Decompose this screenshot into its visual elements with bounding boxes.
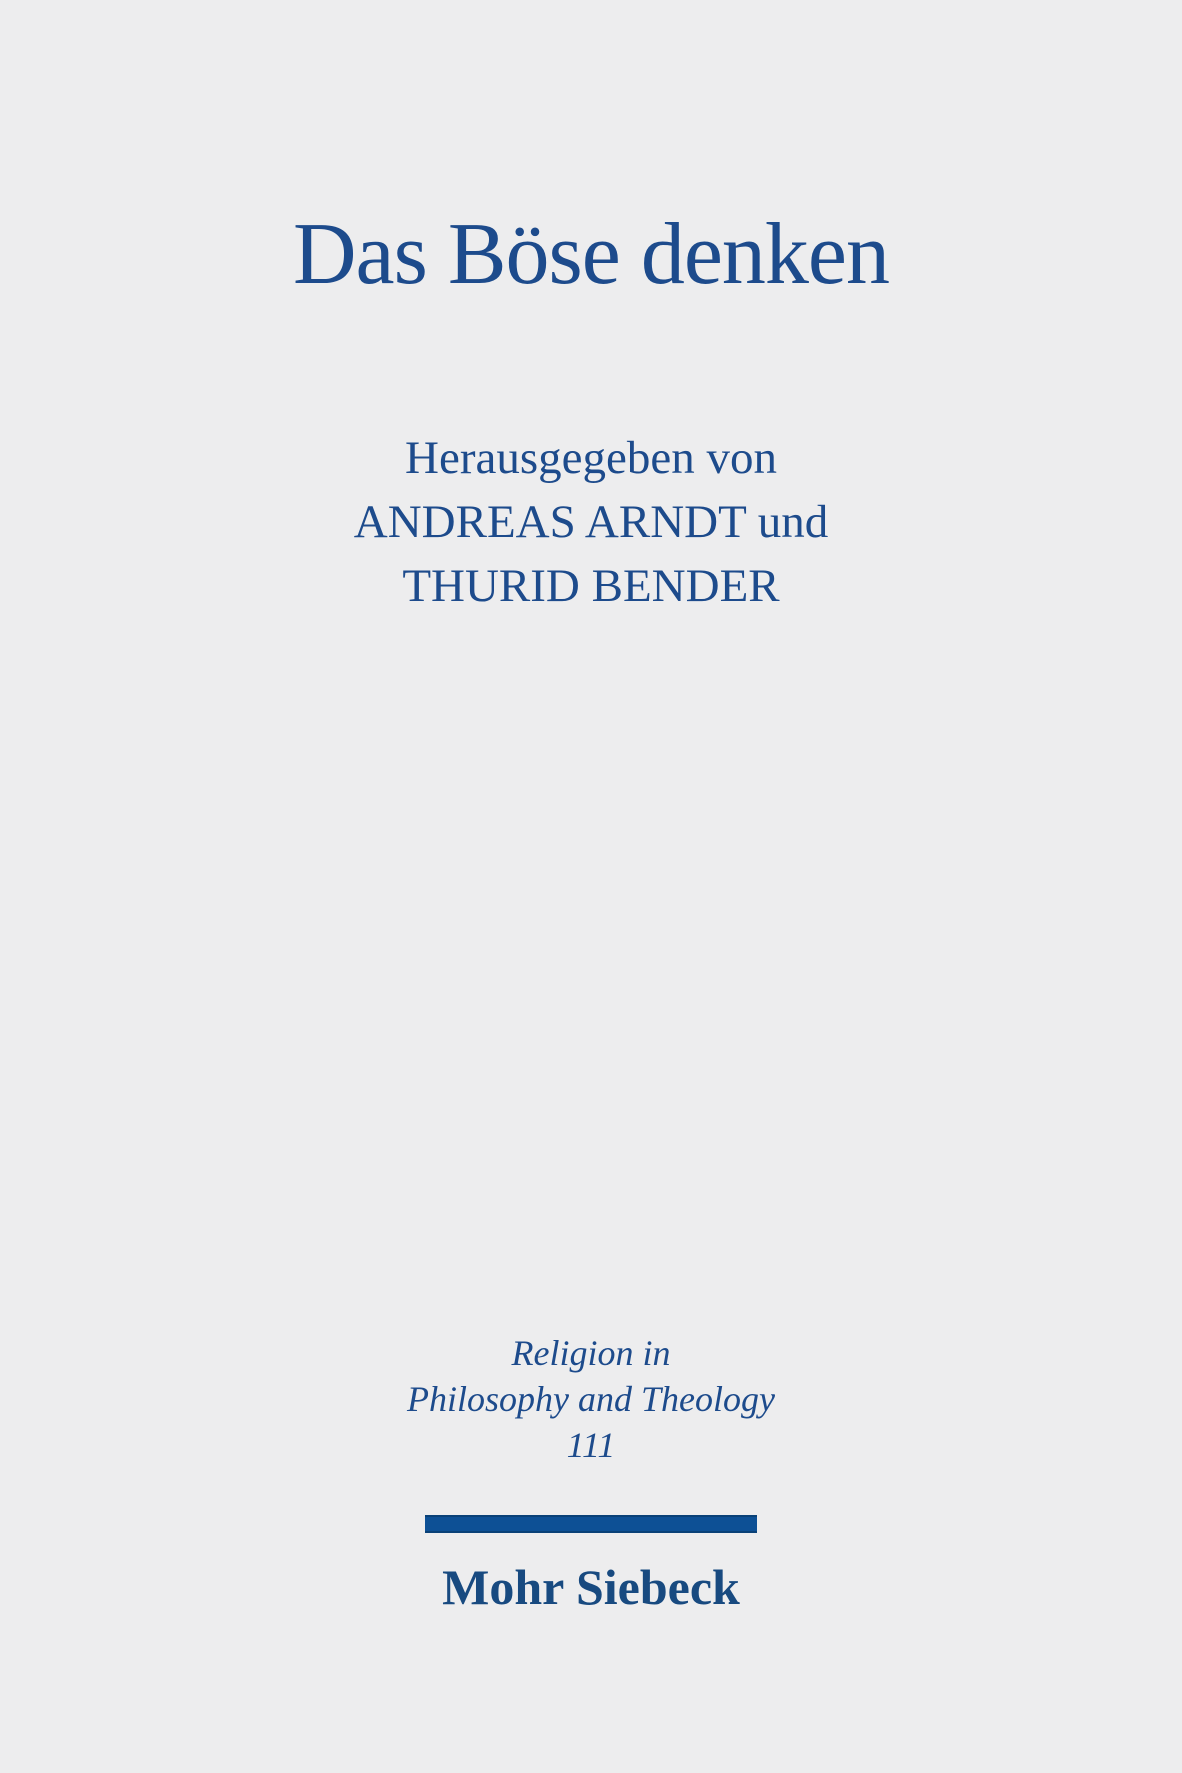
book-title: Das Böse denken — [293, 206, 889, 303]
editors-block — [0, 426, 1182, 618]
publisher-name: Mohr Siebeck — [442, 1559, 740, 1615]
editor-name-line-1: ANDREAS ARNDT und — [353, 496, 829, 548]
series-title-line-2: Philosophy and Theology — [407, 1379, 775, 1419]
editor-name-line-2: THURID BENDER — [402, 560, 780, 612]
divider-bar — [425, 1515, 757, 1533]
series-block — [0, 1330, 1182, 1468]
series-title-line-1: Religion in — [511, 1333, 671, 1373]
edited-by-label: Herausgegeben von — [405, 432, 777, 484]
series-volume-number: 111 — [566, 1425, 616, 1465]
